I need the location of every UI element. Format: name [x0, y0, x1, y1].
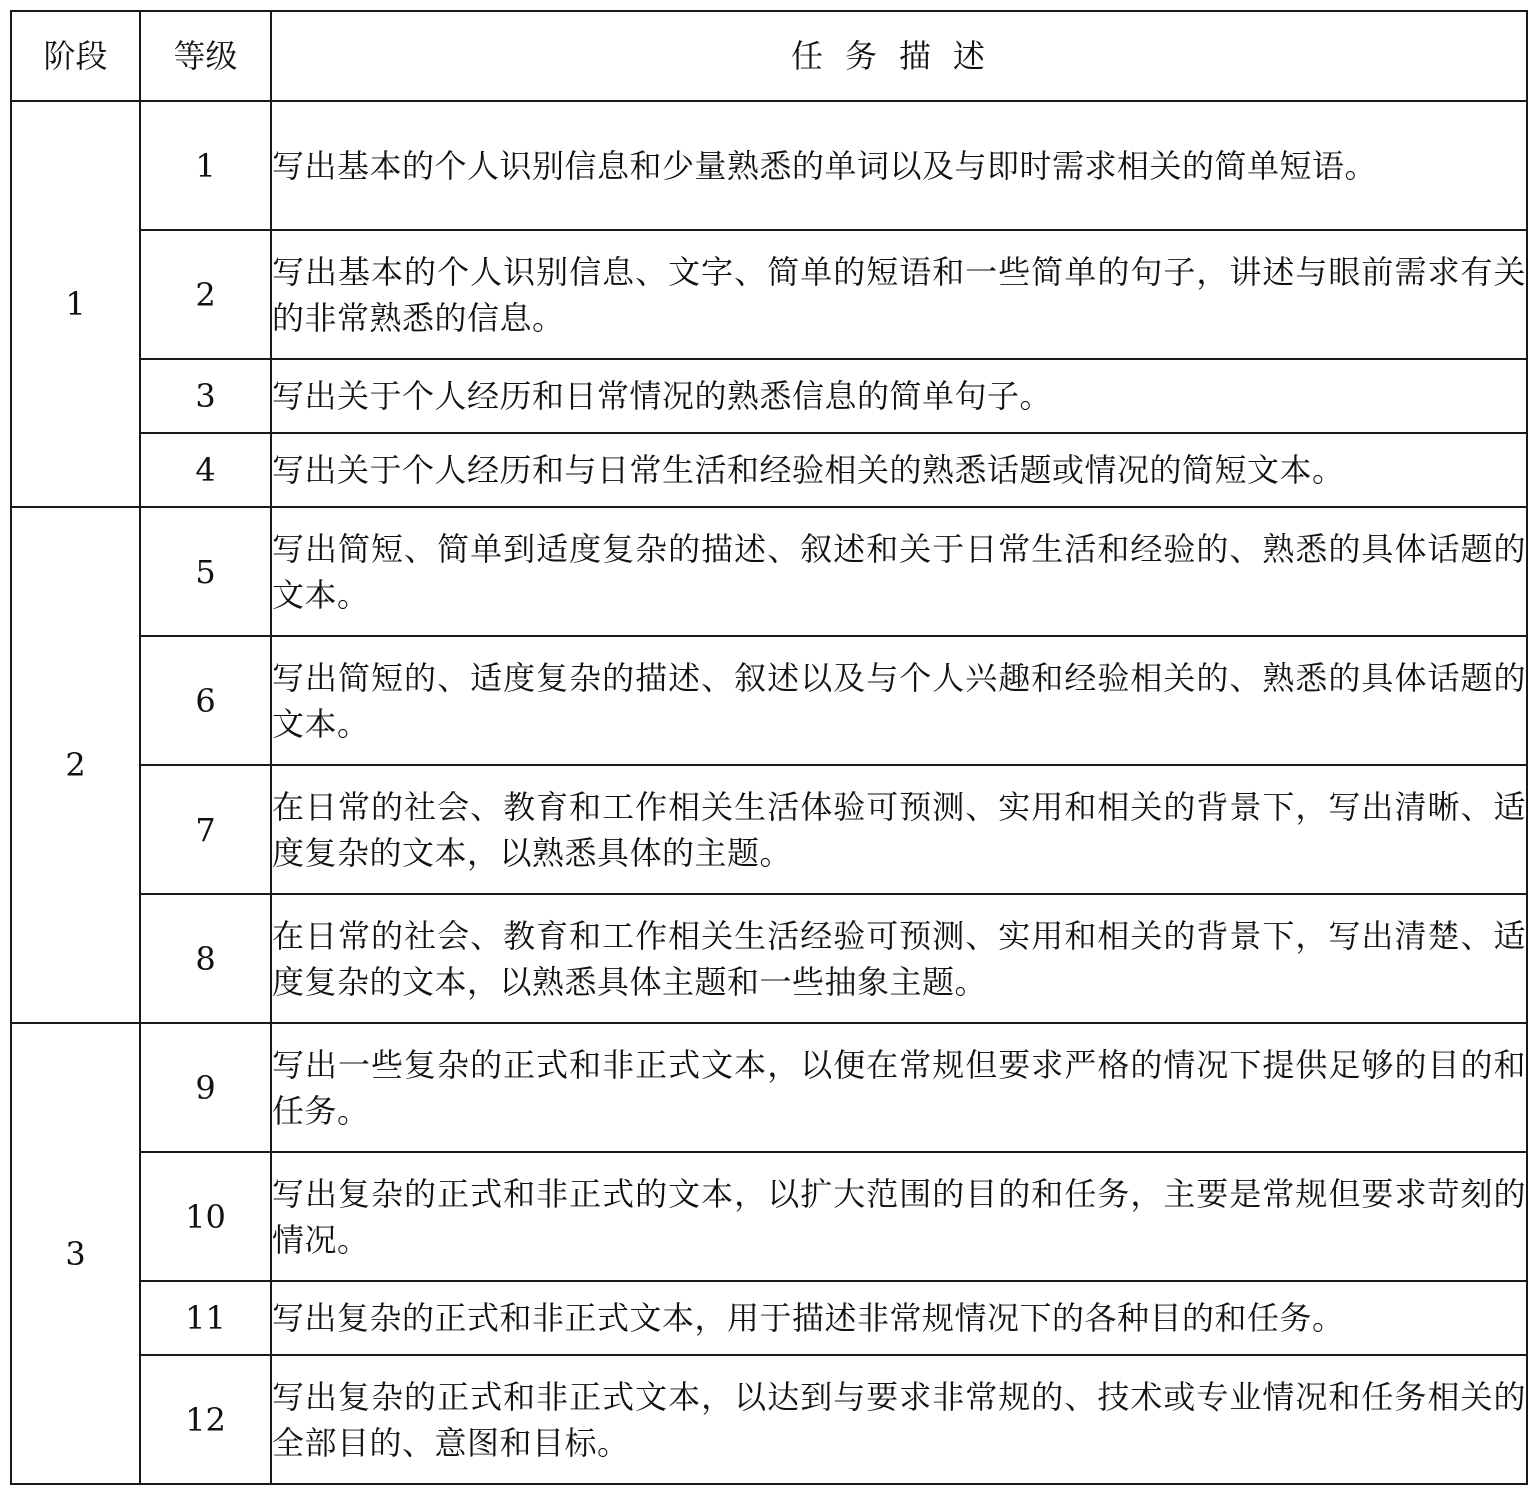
description-cell: 写出基本的个人识别信息、文字、简单的短语和一些简单的句子，讲述与眼前需求有关的非常熟悉的信息。 [271, 230, 1527, 359]
table-row [11, 230, 1527, 359]
level-cell: 2 [140, 230, 271, 359]
description-cell: 写出简短、简单到适度复杂的描述、叙述和关于日常生活和经验的、熟悉的具体话题的文本。 [271, 507, 1527, 636]
description-cell: 写出关于个人经历和日常情况的熟悉信息的简单句子。 [271, 359, 1527, 433]
table-row [11, 894, 1527, 1023]
stage-cell: 3 [11, 1023, 140, 1484]
description-cell: 写出复杂的正式和非正式文本，用于描述非常规情况下的各种目的和任务。 [271, 1281, 1527, 1355]
level-cell: 7 [140, 765, 271, 894]
table-row [11, 765, 1527, 894]
description-cell: 写出基本的个人识别信息和少量熟悉的单词以及与即时需求相关的简单短语。 [271, 101, 1527, 230]
table-row [11, 636, 1527, 765]
table-row [11, 507, 1527, 636]
stage-cell: 2 [11, 507, 140, 1023]
level-cell: 3 [140, 359, 271, 433]
level-cell: 10 [140, 1152, 271, 1281]
stage-cell: 1 [11, 101, 140, 507]
header-row [11, 11, 1527, 101]
level-cell: 4 [140, 433, 271, 507]
description-cell: 写出一些复杂的正式和非正式文本，以便在常规但要求严格的情况下提供足够的目的和任务。 [271, 1023, 1527, 1152]
description-cell: 在日常的社会、教育和工作相关生活体验可预测、实用和相关的背景下，写出清晰、适度复杂的文本，以熟悉具体的主题。 [271, 765, 1527, 894]
level-cell: 9 [140, 1023, 271, 1152]
header-stage: 阶段 [11, 11, 140, 101]
level-cell: 8 [140, 894, 271, 1023]
table-row [11, 1355, 1527, 1484]
description-cell: 在日常的社会、教育和工作相关生活经验可预测、实用和相关的背景下，写出清楚、适度复杂的文本，以熟悉具体主题和一些抽象主题。 [271, 894, 1527, 1023]
table-row [11, 359, 1527, 433]
table-row [11, 433, 1527, 507]
header-level: 等级 [140, 11, 271, 101]
level-cell: 6 [140, 636, 271, 765]
header-description: 任务描述 [271, 11, 1527, 101]
table-row [11, 101, 1527, 230]
description-cell: 写出复杂的正式和非正式文本，以达到与要求非常规的、技术或专业情况和任务相关的全部目的、意图和目标。 [271, 1355, 1527, 1484]
table-row [11, 1281, 1527, 1355]
level-cell: 11 [140, 1281, 271, 1355]
description-cell: 写出复杂的正式和非正式的文本，以扩大范围的目的和任务，主要是常规但要求苛刻的情况。 [271, 1152, 1527, 1281]
level-cell: 12 [140, 1355, 271, 1484]
level-cell: 5 [140, 507, 271, 636]
table-row [11, 1023, 1527, 1152]
description-cell: 写出简短的、适度复杂的描述、叙述以及与个人兴趣和经验相关的、熟悉的具体话题的文本。 [271, 636, 1527, 765]
task-description-table [10, 10, 1528, 1485]
table-row [11, 1152, 1527, 1281]
level-cell: 1 [140, 101, 271, 230]
description-cell: 写出关于个人经历和与日常生活和经验相关的熟悉话题或情况的简短文本。 [271, 433, 1527, 507]
